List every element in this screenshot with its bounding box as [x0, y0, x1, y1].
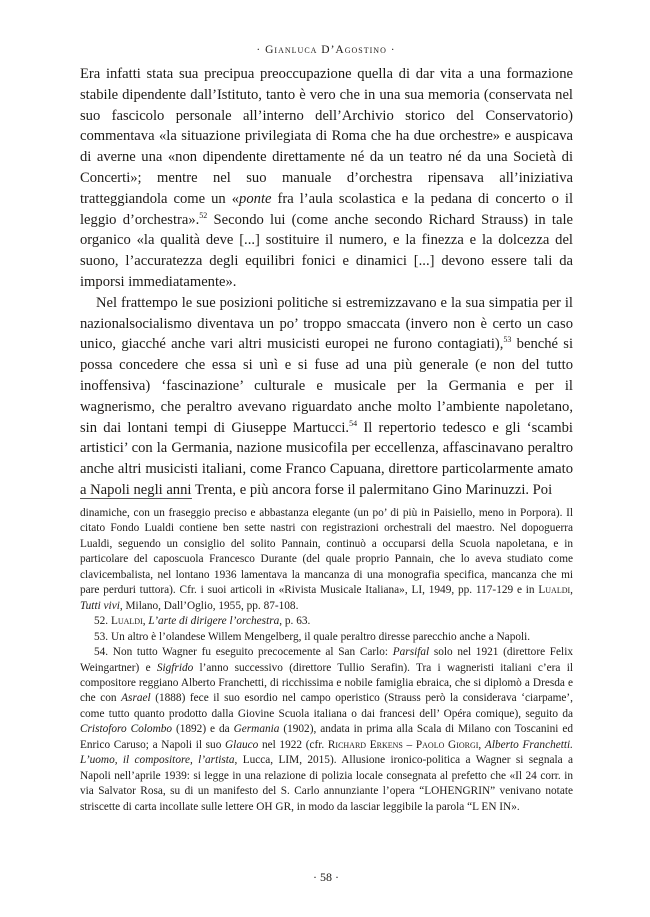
paragraph-1: Era infatti stata sua precipua preoccupazione quella di dar vita a una formazione stabile dipendente dall’Istituto, tanto è vero che in una sua memoria (conservata nel suo fascicolo personale all’interno dell’Archivio storico del Conservatorio) commentava «la situazione privilegiata di Roma che ha due orchestre» e auspicava di averne una «non dipendente direttamente né da un teatro né da una Società di Concerti»; mentre nel suo manuale d’orchestra ripensava all’iniziativa tratteggiandola come un «ponte fra l’aula scolastica e la pedana di concerto o il leggio d’orchestra».$^{52}$ Secondo lui (come anche secondo Richard Strauss) in tale organico «la qualità deve [...] sostituire il numero, e la finezza e la dolcezza del suono, l’accuratezza degli equilibri fonici e dinamici [...] devono essere tali da imporsi immediatamente». [80, 66, 574, 290]
page-number: · 58 · [313, 870, 339, 884]
footnote-divider [80, 498, 192, 499]
footnote-52: 52. Lualdi, L’arte di dirigere l’orchestra, p. 63. [94, 615, 311, 628]
italic-ponte: ponte [239, 190, 272, 207]
footnote-ref-54[interactable]: 54 [349, 418, 358, 428]
footnotes [80, 506, 573, 815]
footnote-51-continued: dinamiche, con un fraseggio preciso e abbastanza elegante (un po’ di più in Paisiello, meno in Porpora). Il citato Fondo Lualdi contiene ben sette nastri con registrazioni orchestrali del maestro. Nel dopoguerra Lualdi, seguendo un consiglio del solito Pannain, continuò a occuparsi della Scuola napoletana, e in particolare del caposcuola Francesco Durante (del quale proprio Pannain, che lo aveva studiato come clavicembalista, nel lontano 1936 lamentava la mancanza di una monografia specifica, mancanza che mi pare perduri tuttora). Cfr. i suoi articoli in «Rivista Musicale Italiana», LI, 1949, pp. 117-129 e in Lualdi, Tutti vivi, Milano, Dall’Oglio, 1955, pp. 87-108. [80, 507, 573, 612]
footnote-ref-53[interactable]: 53 [503, 335, 512, 345]
footnote-ref-52[interactable]: 52 [199, 210, 208, 220]
footnote-54: 54. Non tutto Wagner fu eseguito precocemente al San Carlo: Parsifal solo nel 1921 (direttore Felix Weingartner) e Sigfrido l’anno successivo (direttore Tullio Serafin). Tra i wagneristi italiani c’era il compositore reggiano Alberto Franchetti, di ricchissima e nobile famiglia ebraica, che si diplomò a Dresda e che con Asrael (1888) fece il suo esordio nel campo operistico (Strauss però la considerava ‘ciarpame’, come tutto quanto prodotto dalla Giovine Scuola italiana o dai francesi dell’ Opéra comique), seguito da Cristoforo Colombo (1892) e da Germania (1902), andata in prima alla Scala di Milano con Toscanini ed Enrico Caruso; a Napoli il suo Glauco nel 1922 (cfr. Richard Erkens – Paolo Giorgi, Alberto Franchetti. L’uomo, il compositore, l’artista, Lucca, LIM, 2015). Allusione ironico-politica a Wagner si segnala a Napoli nell’aprile 1939: si legge in una relazione di polizia locale consegnata al prefetto che «Il 24 corr. in via Salvator Rosa, su di un manifesto del S. Carlo annunziante l’opera “LOHENGRIN” venivano notate striscette di carta incollate sulle lettere OH GR, in modo da lasciar leggibile la parola “L EN IN». [80, 646, 574, 813]
running-head: · Gianluca D’Agostino · [256, 44, 396, 56]
paragraph-2: Nel frattempo le sue posizioni politiche si estremizzavano e la sua simpatia per il nazionalsocialismo diventava un po’ troppo smaccata (invero non è certo un caso unico, giacché anche vari altri musicisti europei ne furono contagiati),$^{53}$ benché si possa concedere che essa si unì e si fuse ad una più generale (e non del tutto inoffensiva) ‘fascinazione’ culturale e musicale per la Germania e per il wagnerismo, che peraltro avevano riguardato anche molto l’ambiente napoletano, sin dai lontani tempi di Giuseppe Martucci.$^{54}$ Il repertorio tedesco e gli ‘scambi artistici’ con la Germania, nazione musicofila per eccellenza, affascinavano peraltro anche altri musicisti italiani, come Franco Capuana, direttore particolarmente amato a Napoli negli anni Trenta, e più ancora forse il palermitano Gino Marinuzzi. Poi [80, 294, 574, 498]
footnote-53: 53. Un altro è l’olandese Willem Mengelberg, il quale peraltro diresse parecchio anche a Napoli. [94, 630, 531, 643]
main-text [80, 64, 573, 501]
